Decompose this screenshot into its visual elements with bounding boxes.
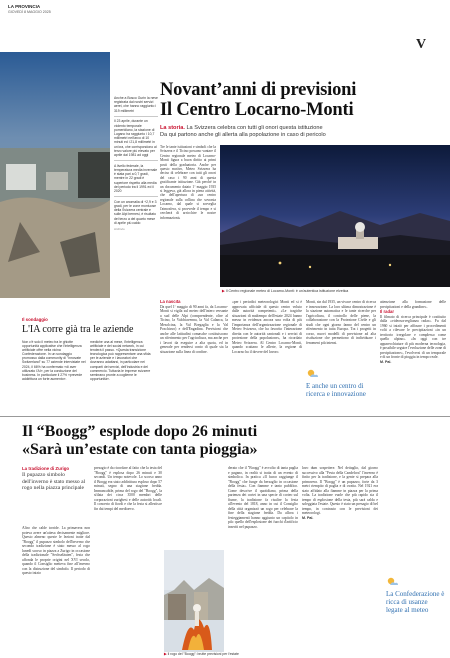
flood-photo <box>0 52 110 298</box>
boogg-photo-caption-text: Il rogo del "Boogg": brutte previsioni per l'estate <box>167 652 239 656</box>
body-col4-text: attenzione alla formazione delle precipitazioni e della grandine». <box>380 300 446 309</box>
boogg-photo <box>164 550 224 652</box>
boogg-headline-line-2: «Sarà un’estate con tanta pioggia» <box>22 441 258 458</box>
caption-arrow-icon: ▶ <box>222 289 225 293</box>
intro-text: Tre le tante istituzioni e simboli che la Svizzera e il Ticino possono vantare il Centro regionale meteo di Locarno-Monti figura a buon diritto ai primi posti della graduatoria. Anche per questo motivo, Meteo Svizzera ha deciso di celebrare con tutti gli onori del caso i 90 anni di questa gratificante istituzione. Già perché in un documento datato 1º maggio 1935 si leggeva, già allora in piena attività, che dell'apertura di «un centro regionale sulla collina che sovrasta Locarno, dal quale si sorveglia l'atmosfera, si provvede il tempo e si cercherà di arricchire le nostre informazioni» <box>160 145 216 220</box>
boogg-photo-caption <box>164 652 304 656</box>
boogg-kicker-sub: Il pupazzo simbolo dell'inverno è stato messo al rogo nella piazza principale <box>22 472 86 492</box>
boogg-headline-line-1: Il “Boogg” esplode dopo 26 minuti <box>22 423 258 440</box>
top-deck <box>160 125 450 139</box>
deck-text-1: La Svizzera celebra con tutti gli onori questa istituzione <box>186 125 323 131</box>
meteo-promo-icon <box>306 368 320 380</box>
boogg-headline <box>22 423 322 459</box>
body-col-2: «per i periodici meteorologici Monti ed si è approvata ufficiale di questo centro voluto dalle autorità competenti». «Le tragiche situazioni di maltempo dell'estate 2024 hanno messo in evidenza ancora una volta di più l'importanza dell'organizzazione regionale di Meteo Svizzera, che ha favorito l'interazione diretta con le autorità cantonali e i servizi di protezione della popolazione», ha ricordato Meteo Svizzera. Al Centro Locarno-Monti, quando scattano le allerte, la regione di Locarno ha il dovere del lavoro. <box>232 300 302 354</box>
boogg-byline: M. Pal. <box>302 515 314 520</box>
photo-caption-right <box>222 289 450 293</box>
caption-divider <box>114 160 158 161</box>
sidebar-item-2: A livello federale, la temperatura media invernale è stata pari a 0,7 gradi, mentre in 22 gradi è superiore rispetto alla media del periodo tra il 1991 ed il 2020 <box>114 163 158 194</box>
top-byline: M. Pal. <box>380 359 392 364</box>
headline-line-2: Il Centro Locarno-Monti <box>160 100 354 120</box>
locarno-monti-photo <box>220 145 450 287</box>
body-col-3: Monti, sin dal 1935, un vivace centro di ricerca e innovazione. La loro ultima dimostrazione è la stazione automatica e le tante ricerche per l'agricoltura, il controllo delle piene, la collaborazione con la Protezione Civile e gli studi che ogni giorno fanno del centro un riferimento in tutta Europa. Tra i progetti in corso, nuovi modelli di previsione ad alta risoluzione che permettono di individuare i fenomeni più intensi. <box>306 300 376 345</box>
photo-caption-left: Anche a Bosco Gurin la neve registrata dal nostri servizi aerei, che hanno raggiunto i 319 millimetri <box>114 96 158 113</box>
top-photo-left <box>0 52 110 298</box>
deck-lead: La storia. <box>160 125 185 131</box>
body-col1-heading: La nascita <box>160 300 181 304</box>
caption-arrow-icon: ▶ <box>164 652 167 656</box>
ai-col-2: mediche una al mese, l'intelligenza artificiale e dei social network, in cui tenderà il passo. «Questa transizione tecnologica può rappresentare una sfida per le aziende e i lavoratori che dovranno adattarsi, in particolare nei comparti dei servizi, dell'industria e del commercio. Tuttavia le imprese svizzere sembrano pronte a coglierne le opportunità». <box>90 340 151 381</box>
boogg-kicker-box <box>22 466 90 524</box>
top-headline <box>160 80 450 120</box>
ai-kicker: Il sondaggio <box>22 317 48 322</box>
photo-caption-right-text: Il Centro regionale meteo di Locarno-Monti: è un'autentica istituzione elvetica <box>225 289 349 293</box>
boogg-col4-text: lavo dum sospettere. Nel dettaglio, dal giorno successivo alla "Festa della Candelora" l'inverno è finito per la tradizione, e la gente si prepara alla primavera. Il "Boogg" è un pupazzo, forte da 3 metri riempito di paglia e di ovatta. Nel 1921 era stato affidato alla fiamme in piazza per la prima volta. La tradizione vuole che più rapido sia il tempo di esplosione della testa, più sarà calda e soleggiata l'estate. Questo è stato un presagio di bel tempo, in contrasto con le previsioni dei meteorologi. <box>302 466 378 515</box>
tradition-promo-icon <box>386 576 400 588</box>
ai-box <box>0 300 154 410</box>
boogg-col-1: Altro che calde torride. La primavera non poteva avere un'attesa decisamente migliore. Questo almeno queste le lezioni tratte dal "Boogg" il pupazzo simbolo dell'inverno che secondo tradizione è stato messo al rogo lunedì scorso in piazza a Zurigo in occasione della tradizionale "Sechseläuten", festa che affonda le proprie origini nel XVI secolo, quando il Consiglio metteva fine all'inverno con la distruzione del simbolo. Il periodo di questo inizio <box>22 526 90 575</box>
body-col4-heading: Il radar <box>380 309 394 314</box>
sidebar-credit: Archivio <box>114 227 125 232</box>
top-photo-caption-box <box>114 96 158 296</box>
boogg-promo-label: La Confederazione è ricca di usanze legate al meteo <box>386 590 445 614</box>
boogg-fire-photo <box>164 550 224 652</box>
promo-innovation-label: E anche un centro di ricerca e innovazione <box>306 382 366 398</box>
body-col1-text: Da quel 1º maggio di 90 anni fa, da Locarno-Monti si vigila sul meteo dell'intero versante a sud delle Alpi (comprendente, oltre al Ticino, la Valchiavenna, la Val Calanca, la Mesolcina, la Val Bregaglia e la Val Poschiavo) e dell'Engadina. Previsioni che anche alle latitudini comasche costituiscono un riferimento per l'agricoltura, ma anche per i lavori da eseguire a alta quota, ed in generale per rendersi conto di quale sia la situazione sulla linea di confine. <box>160 304 228 354</box>
body-col-1 <box>160 300 228 410</box>
top-photo-right <box>220 145 450 287</box>
ai-col-1: Non c'è solo il meteo tra le ghiotte opportunità applicative che l'intelligenza artificiale offre nella vicina Confederazione. In un sondaggio promosso dalla community di "Innovate Switzerland" su 77 aziende intervistate nel 2024, il 66% ha confermato «di aver utilizzato l'AI», per la conduzione del business. In particolare il 27% «prevede addirittura un forte aumento». <box>22 340 86 381</box>
caption-divider <box>114 196 158 197</box>
section-letter: V <box>416 37 427 52</box>
headline-line-1: Novant’anni di previsioni <box>160 80 357 100</box>
boogg-col-3: derato che il "Boogg" è avvolto di tanta paglia e pagano, in realtà si tratta di un evento di simbolico. In pratica «Il fuoco raggiunge il "Boogg" che funge da bersaglio in occasione della festa». Con fiamme e tanto pubblico. Come descrive il quotidiano, prima della partenza dei cortei in una specie di corteo sul fiume, la tradizione fa risalire la festa all'evento del 1818, anno in cui il Consiglio della città organizzò un rogo per celebrare la fine della stagione fredda. Da allora i festeggiamenti hanno aggiunto un capitolo in più: quello dell'esplosione dei fuochi d'artificio inseriti nel pupazzo. <box>228 466 298 529</box>
boogg-kicker: La tradizione di Zurigo <box>22 466 70 471</box>
body-col4-text-b: Il filmato di ricerca principale è costituito dalla «videosorveglianza radar». Fu dal 1960 si iniziò per affinare i procedimenti volti a rilevare le precipitazioni «in un territorio irregolare e complesso come quello alpino». «In oggi con tre apparecchiature di più moderna tecnologia, è possibile seguire l'evoluzione delle zone di precipitazione», l'evolversi di un temporale e di un fronte di pioggia in tempo reale. <box>380 314 446 359</box>
section-divider <box>0 416 450 417</box>
sidebar-item-1: Il 23 aprile, durante un violento temporale pomeridiano, la stazione di Lugano ha raggiunto i 10,7 millimetri nell'arco di 10 minuti ed i 21,8 millimetri in un'ora, che corrispondono al terzo valore più elevato per aprile dal 1981 ad oggi <box>114 119 157 158</box>
body-col-4 <box>380 300 446 410</box>
date-line: GIOVEDÌ 8 MAGGIO 2025 <box>8 10 51 14</box>
deck-line-2: Da qui partono anche gli allerta alla popolazione in caso di pericolo <box>160 132 326 138</box>
ai-headline: L'IA corre già tra le aziende <box>22 324 134 335</box>
boogg-promo <box>386 576 446 654</box>
boogg-col-2: presagio è da ricordare al fatto che la testa del "Boogg" è esplosa dopo 26 minuti e 30 secondi. Un tempo notevole. Lo scorso anno il Boogg era stato addirittura esploso dopo 57 minuti, segno di una stagione fredda. Immancabile, prima del rogo del "Boogg", la sfilata dei circa 3500 membri delle corporazioni zurighesi e delle autorità locali. Il concerto di fiordi e che la festa si allestisce fin dai tempi del medioevo. <box>94 466 162 511</box>
deck-line-1 <box>160 125 450 132</box>
page-header <box>0 0 450 52</box>
sidebar-item-3: Con un anomalia di +2,9 e 3 gradi, per le zone montuose della Svizzera centrale e sulle Alpi bernesi, è risultato del terzo a del quarto mese di aprile più caldo <box>114 199 157 225</box>
promo-innovation <box>306 368 376 410</box>
caption-divider <box>114 116 158 117</box>
boogg-col-4 <box>302 466 378 576</box>
masthead: LA PROVINCIA <box>8 4 41 9</box>
